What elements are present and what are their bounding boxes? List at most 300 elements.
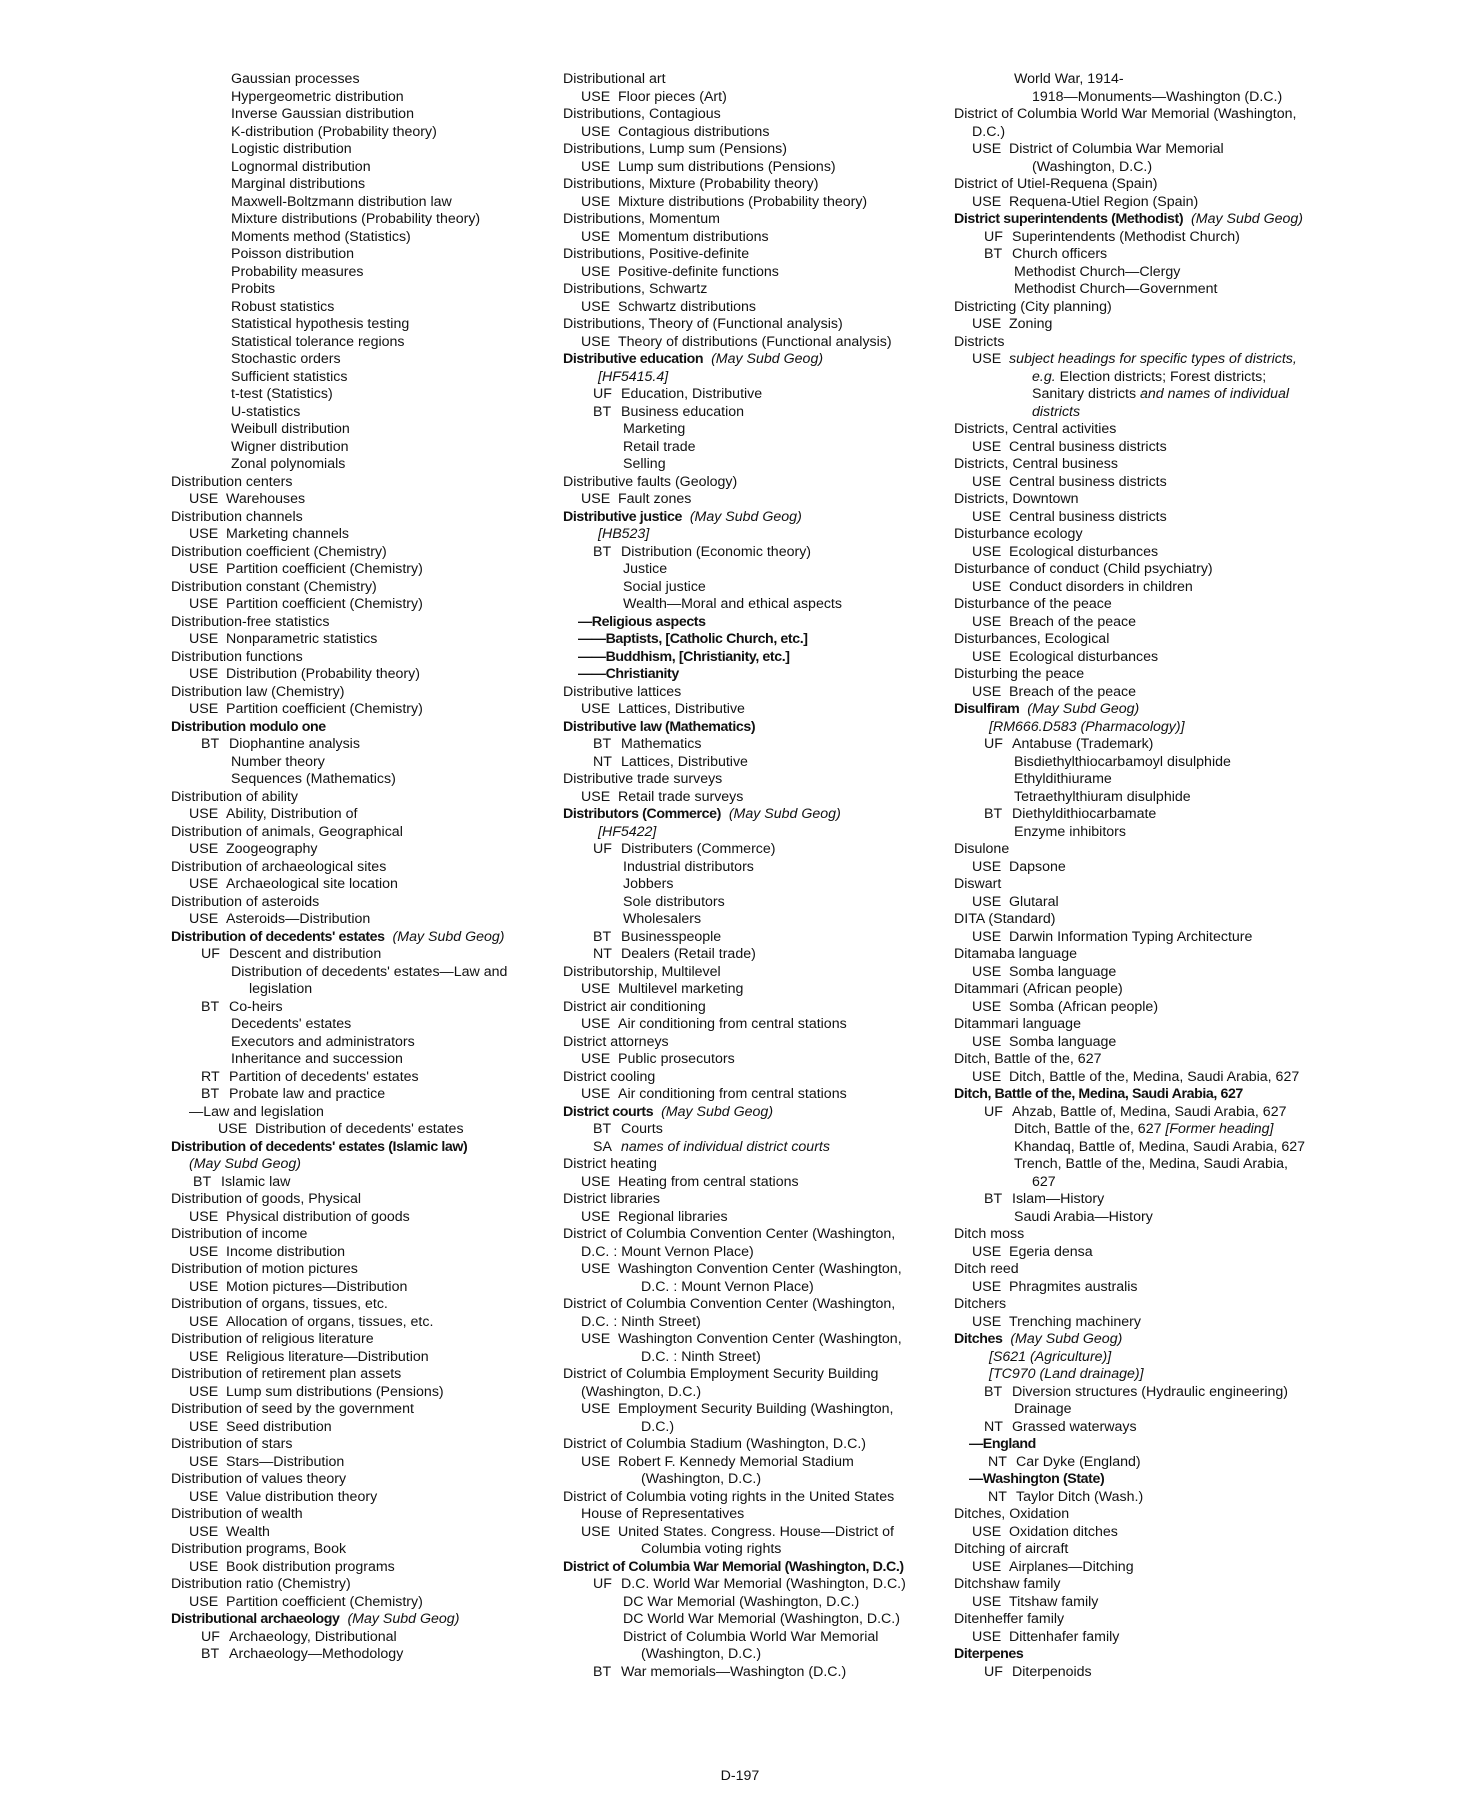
index-line <box>563 299 948 317</box>
index-line <box>563 194 948 212</box>
index-line <box>171 1209 551 1227</box>
index-line <box>171 1436 551 1454</box>
index-line <box>563 1331 948 1349</box>
index-line <box>171 439 551 457</box>
index-term: Ditammari (African people) <box>954 981 1123 997</box>
heading-term: Ditch, Battle of the, Medina, Saudi Arabia, 627 <box>954 1086 1243 1102</box>
index-line <box>171 684 551 702</box>
index-line <box>954 211 1334 229</box>
relation-label: USE <box>189 1313 219 1330</box>
relation-label: RT <box>201 1068 220 1085</box>
relation-label: USE <box>189 491 219 507</box>
related-term: Islamic law <box>221 1173 291 1190</box>
subdivision-note: (May Subd Geog) <box>1183 211 1304 227</box>
index-term: Sequences (Mathematics) <box>231 771 396 787</box>
index-term: Ditch moss <box>954 1226 1025 1242</box>
index-line <box>171 124 551 142</box>
relation-label: BT <box>984 246 1003 262</box>
related-term: Air conditioning from central stations <box>618 1016 847 1032</box>
index-line <box>954 316 1334 334</box>
relation-label: USE <box>189 1488 219 1505</box>
index-term: Statistical hypothesis testing <box>231 316 410 332</box>
relation-label: BT <box>593 1663 612 1680</box>
index-line <box>563 1524 948 1542</box>
relation-label: USE <box>972 858 1002 875</box>
related-term: Church officers <box>1012 246 1108 262</box>
index-term: Drainage <box>1014 1401 1072 1417</box>
index-line <box>171 1646 551 1664</box>
heading-term: Ditches (May Subd Geog) <box>954 1331 1123 1347</box>
relation-label: USE <box>581 1331 611 1347</box>
index-line <box>563 1174 948 1192</box>
index-term: D.C. : Mount Vernon Place) <box>581 1243 754 1260</box>
related-term: Titshaw family <box>1009 1593 1099 1610</box>
index-line <box>563 1401 948 1419</box>
relation-label: USE <box>189 1278 219 1295</box>
related-term: Somba language <box>1009 1033 1117 1050</box>
relation-label: USE <box>581 1261 611 1277</box>
index-line <box>171 334 551 352</box>
index-line <box>171 421 551 439</box>
index-line <box>171 614 551 632</box>
index-line <box>563 1611 948 1629</box>
index-line <box>954 421 1334 439</box>
relation-label: BT <box>201 998 220 1015</box>
index-line <box>171 894 551 912</box>
related-term: Positive-definite functions <box>618 263 779 280</box>
index-line <box>563 509 948 527</box>
index-line <box>954 1226 1334 1244</box>
relation-label: USE <box>189 631 219 647</box>
related-term: Momentum distributions <box>618 228 769 245</box>
index-line <box>563 1471 948 1489</box>
index-line <box>954 1611 1334 1629</box>
related-term: Superintendents (Methodist Church) <box>1012 228 1240 245</box>
index-line <box>954 229 1334 247</box>
heading-term: ——Buddhism, [Christianity, etc.] <box>578 648 790 665</box>
index-term: District cooling <box>563 1068 656 1085</box>
index-line <box>954 159 1334 177</box>
index-line <box>171 1104 551 1122</box>
related-term: Book distribution programs <box>226 1558 395 1575</box>
index-line <box>563 771 948 789</box>
index-line <box>563 1244 948 1262</box>
index-term: [TC970 (Land drainage)] <box>989 1366 1144 1382</box>
relation-label: USE <box>189 1418 219 1435</box>
index-line <box>563 754 948 772</box>
index-term: District of Columbia World War Memorial (Washington, <box>954 106 1297 122</box>
index-term: Disturbance of the peace <box>954 596 1112 612</box>
index-line <box>563 894 948 912</box>
index-term: DITA (Standard) <box>954 911 1056 927</box>
index-line <box>171 1629 551 1647</box>
relation-label: BT <box>593 736 612 752</box>
index-term: Tetraethylthiuram disulphide <box>1014 788 1191 805</box>
index-line <box>954 929 1334 947</box>
index-term: Distribution of ability <box>171 788 298 805</box>
relation-label: USE <box>972 578 1002 595</box>
index-line <box>954 1646 1334 1664</box>
related-term: Nonparametric statistics <box>226 631 378 647</box>
related-term: Washington Convention Center (Washington, <box>618 1331 902 1347</box>
index-term: Industrial distributors <box>623 858 754 875</box>
index-line <box>954 1454 1334 1472</box>
index-line <box>563 911 948 929</box>
index-line <box>171 806 551 824</box>
relation-label: UF <box>593 841 612 857</box>
relation-label: USE <box>189 1558 219 1575</box>
index-term: Gaussian processes <box>231 71 360 87</box>
index-term: Ditches, Oxidation <box>954 1506 1070 1522</box>
index-line <box>563 456 948 474</box>
relation-label: USE <box>581 788 611 805</box>
index-line <box>954 1349 1334 1367</box>
related-term: United States. Congress. House—District of <box>618 1523 894 1540</box>
related-term: Central business districts <box>1009 473 1167 490</box>
related-term: Retail trade surveys <box>618 788 744 805</box>
relation-label: USE <box>972 316 1002 332</box>
index-line <box>563 1366 948 1384</box>
subdivision-note: (May Subd Geog) <box>720 806 841 822</box>
related-term: Multilevel marketing <box>618 981 744 997</box>
index-line <box>954 964 1334 982</box>
index-term: Jobbers <box>623 876 674 892</box>
related-term: Stars—Distribution <box>226 1453 345 1470</box>
index-term: Probits <box>231 281 276 297</box>
index-term: Justice <box>623 561 668 577</box>
related-term: Islam—History <box>1012 1191 1105 1207</box>
heading-term: Distribution modulo one <box>171 718 326 735</box>
index-term: (May Subd Geog) <box>189 1156 301 1172</box>
index-line <box>954 1191 1334 1209</box>
index-line <box>563 386 948 404</box>
index-line <box>171 89 551 107</box>
relation-label: USE <box>581 333 611 350</box>
index-line <box>563 1261 948 1279</box>
related-term: Phragmites australis <box>1009 1278 1138 1295</box>
index-term: [RM666.D583 (Pharmacology)] <box>989 718 1185 735</box>
index-line <box>954 1121 1334 1139</box>
relation-label: USE <box>972 543 1002 560</box>
index-line <box>563 544 948 562</box>
related-term: Diterpenoids <box>1012 1663 1092 1680</box>
related-term: Allocation of organs, tissues, etc. <box>226 1313 434 1330</box>
index-term: legislation <box>249 981 313 997</box>
index-line <box>954 981 1334 999</box>
related-term: Courts <box>621 1121 663 1137</box>
index-line <box>954 1331 1334 1349</box>
related-term: Floor pieces (Art) <box>618 88 727 105</box>
related-term: Glutaral <box>1009 893 1059 910</box>
relation-label: UF <box>201 946 220 962</box>
index-line <box>954 1594 1334 1612</box>
index-line <box>563 334 948 352</box>
index-line <box>954 736 1334 754</box>
index-line <box>563 246 948 264</box>
index-line <box>954 351 1334 369</box>
heading-term: Distribution of decedents' estates (May Subd Geog) <box>171 928 505 945</box>
index-line <box>563 824 948 842</box>
index-term: D.C.) <box>641 1418 675 1435</box>
index-line <box>954 614 1334 632</box>
index-term: K-distribution (Probability theory) <box>231 123 437 140</box>
index-line <box>171 351 551 369</box>
heading-term: Diterpenes <box>954 1646 1024 1662</box>
related-term: Diethyldithiocarbamate <box>1012 806 1157 822</box>
relation-label: USE <box>581 158 611 175</box>
index-line <box>171 1139 551 1157</box>
index-term: Probability measures <box>231 263 364 280</box>
index-line <box>954 1174 1334 1192</box>
index-line <box>171 141 551 159</box>
index-term: Distribution programs, Book <box>171 1541 347 1557</box>
index-term: Bisdiethylthiocarbamoyl disulphide <box>1014 753 1231 770</box>
relation-label: UF <box>984 228 1003 245</box>
index-line <box>954 1069 1334 1087</box>
index-line <box>954 1244 1334 1262</box>
relation-label: USE <box>189 1243 219 1260</box>
index-line <box>954 334 1334 352</box>
relation-label: USE <box>972 1523 1002 1540</box>
relation-label: USE <box>972 1558 1002 1575</box>
relation-label: USE <box>581 1401 611 1417</box>
heading-term: —Washington (State) <box>969 1471 1105 1487</box>
related-term: Somba (African people) <box>1009 998 1159 1015</box>
relation-label: USE <box>189 911 219 927</box>
index-line <box>171 474 551 492</box>
related-term: Lattices, Distributive <box>621 753 748 770</box>
subdivision-note: (May Subd Geog) <box>384 928 505 945</box>
index-line <box>954 666 1334 684</box>
related-term: Robert F. Kennedy Memorial Stadium <box>618 1453 854 1470</box>
index-term: t-test (Statistics) <box>231 386 333 402</box>
index-line <box>171 491 551 509</box>
index-line <box>171 876 551 894</box>
related-term: Antabuse (Trademark) <box>1012 736 1154 752</box>
index-line <box>171 404 551 422</box>
relation-label: USE <box>581 88 611 105</box>
related-term: Ecological disturbances <box>1009 648 1159 665</box>
relation-label: USE <box>189 806 219 822</box>
index-line <box>563 579 948 597</box>
relation-label: BT <box>593 1121 612 1137</box>
index-line <box>171 1191 551 1209</box>
index-term: Disturbance ecology <box>954 526 1083 542</box>
relation-label: USE <box>581 228 611 245</box>
index-line <box>171 1121 551 1139</box>
relation-label: USE <box>189 1348 219 1365</box>
index-term: Distribution of stars <box>171 1436 293 1452</box>
index-line <box>563 841 948 859</box>
index-term: Disturbing the peace <box>954 666 1085 682</box>
index-line <box>563 1279 948 1297</box>
related-term: Seed distribution <box>226 1418 332 1435</box>
index-line <box>563 264 948 282</box>
index-term: Disulone <box>954 841 1010 857</box>
index-term: Distribution of motion pictures <box>171 1261 358 1277</box>
index-line <box>563 1384 948 1402</box>
related-term: Washington Convention Center (Washington, <box>618 1261 902 1277</box>
related-term: Religious literature—Distribution <box>226 1348 429 1365</box>
index-term: (Washington, D.C.) <box>641 1471 762 1487</box>
index-line <box>171 299 551 317</box>
heading-term: —England <box>969 1436 1036 1452</box>
index-term: Enzyme inhibitors <box>1014 823 1126 840</box>
index-line <box>563 176 948 194</box>
index-term: Distribution of values theory <box>171 1471 347 1487</box>
index-term: Distribution of wealth <box>171 1506 303 1522</box>
relation-label: USE <box>189 701 219 717</box>
index-term: Distribution of seed by the government <box>171 1401 414 1417</box>
index-line <box>171 1349 551 1367</box>
index-line <box>563 1314 948 1332</box>
related-term: Probate law and practice <box>229 1086 386 1102</box>
index-line <box>171 649 551 667</box>
index-line <box>563 946 948 964</box>
index-line <box>563 1156 948 1174</box>
index-term: Distribution of income <box>171 1226 308 1242</box>
relation-label: USE <box>189 596 219 612</box>
index-line <box>171 1069 551 1087</box>
index-term: District air conditioning <box>563 998 706 1015</box>
index-line <box>171 631 551 649</box>
index-term: Executors and administrators <box>231 1033 415 1050</box>
index-line <box>563 491 948 509</box>
index-term: Distribution of organs, tissues, etc. <box>171 1296 388 1312</box>
index-line <box>954 544 1334 562</box>
related-term: Ecological disturbances <box>1009 543 1159 560</box>
index-line <box>171 369 551 387</box>
index-term: District of Columbia voting rights in the United States <box>563 1488 895 1505</box>
index-term: Inverse Gaussian distribution <box>231 106 414 122</box>
index-term: Wholesalers <box>623 911 702 927</box>
index-line <box>954 946 1334 964</box>
index-line <box>954 404 1334 422</box>
index-line <box>171 841 551 859</box>
index-term: Methodist Church—Government <box>1014 281 1218 297</box>
index-line <box>563 1576 948 1594</box>
related-term: Schwartz distributions <box>618 298 756 315</box>
relation-label: USE <box>581 1523 611 1540</box>
index-term: Distributions, Lump sum (Pensions) <box>563 141 787 157</box>
index-line <box>954 579 1334 597</box>
index-term: Distribution ratio (Chemistry) <box>171 1576 351 1592</box>
relation-label: USE <box>972 1033 1002 1050</box>
index-term: [HB523] <box>598 526 650 542</box>
index-line <box>954 1104 1334 1122</box>
index-term: Methodist Church—Clergy <box>1014 263 1181 280</box>
relation-label: USE <box>972 998 1002 1015</box>
index-line <box>171 229 551 247</box>
index-line <box>563 596 948 614</box>
index-line <box>171 1034 551 1052</box>
index-line <box>954 1261 1334 1279</box>
index-line <box>563 736 948 754</box>
index-line <box>563 71 948 89</box>
related-term: Requena-Utiel Region (Spain) <box>1009 193 1199 210</box>
related-term: Employment Security Building (Washington, <box>618 1401 894 1417</box>
index-line <box>954 789 1334 807</box>
index-line <box>563 1419 948 1437</box>
relation-label: USE <box>972 473 1002 490</box>
index-line <box>171 1611 551 1629</box>
relation-label: USE <box>972 1313 1002 1330</box>
index-term: 1918—Monuments—Washington (D.C.) <box>1032 88 1283 105</box>
index-line <box>563 1016 948 1034</box>
index-term: [HF5422] <box>598 823 657 840</box>
index-line <box>171 596 551 614</box>
index-term: World War, 1914- <box>1014 71 1124 87</box>
heading-term: Distributors (Commerce) (May Subd Geog) <box>563 806 841 822</box>
index-line <box>171 964 551 982</box>
index-line <box>171 701 551 719</box>
subdivision-note: (May Subd Geog) <box>1019 701 1140 717</box>
index-term: Moments method (Statistics) <box>231 228 411 245</box>
index-term: Ditenheffer family <box>954 1611 1065 1627</box>
index-term: Ditchers <box>954 1296 1007 1312</box>
index-line <box>954 1034 1334 1052</box>
index-line <box>954 1086 1334 1104</box>
relation-label: SA <box>593 1138 612 1155</box>
heading-term: Distributional archaeology (May Subd Geog) <box>171 1611 460 1627</box>
relation-label: UF <box>984 1103 1003 1120</box>
index-line <box>563 439 948 457</box>
index-line <box>171 386 551 404</box>
index-line <box>954 491 1334 509</box>
heading-term: District superintendents (Methodist) (May Subd Geog) <box>954 211 1304 227</box>
relation-label: USE <box>189 1383 219 1400</box>
related-term: Partition of decedents' estates <box>229 1068 419 1085</box>
index-line <box>954 89 1334 107</box>
index-term: Distribution of asteroids <box>171 893 320 910</box>
index-line <box>171 194 551 212</box>
index-line <box>563 719 948 737</box>
index-term: Sanitary districts and names of individual <box>1032 386 1290 402</box>
related-term: Lump sum distributions (Pensions) <box>226 1383 444 1400</box>
index-line <box>954 509 1334 527</box>
index-term: Distribution coefficient (Chemistry) <box>171 543 387 560</box>
index-line <box>954 299 1334 317</box>
index-line <box>563 1121 948 1139</box>
related-term: Central business districts <box>1009 508 1167 525</box>
index-line <box>954 771 1334 789</box>
related-term: Central business districts <box>1009 438 1167 455</box>
index-term: Distribution of decedents' estates—Law and <box>231 963 508 980</box>
index-line <box>171 736 551 754</box>
index-term: Weibull distribution <box>231 421 350 437</box>
related-term: Breach of the peace <box>1009 613 1136 630</box>
index-line <box>954 561 1334 579</box>
index-column-3 <box>954 71 1334 1681</box>
index-line <box>171 246 551 264</box>
index-term: Distribution of goods, Physical <box>171 1191 362 1207</box>
relation-label: BT <box>984 806 1003 822</box>
index-term: [S621 (Agriculture)] <box>989 1348 1112 1365</box>
index-line <box>563 1296 948 1314</box>
related-term: Ditch, Battle of the, Medina, Saudi Arabia, 627 <box>1009 1068 1300 1085</box>
related-term: Dealers (Retail trade) <box>621 946 756 962</box>
index-line <box>171 176 551 194</box>
related-term: Value distribution theory <box>226 1488 378 1505</box>
relation-label: USE <box>972 438 1002 455</box>
index-line <box>954 1541 1334 1559</box>
relation-label: BT <box>984 1191 1003 1207</box>
index-term: Distribution constant (Chemistry) <box>171 578 377 595</box>
index-line <box>563 1454 948 1472</box>
index-line <box>171 1454 551 1472</box>
index-term: Stochastic orders <box>231 351 341 367</box>
relation-label: USE <box>972 141 1002 157</box>
